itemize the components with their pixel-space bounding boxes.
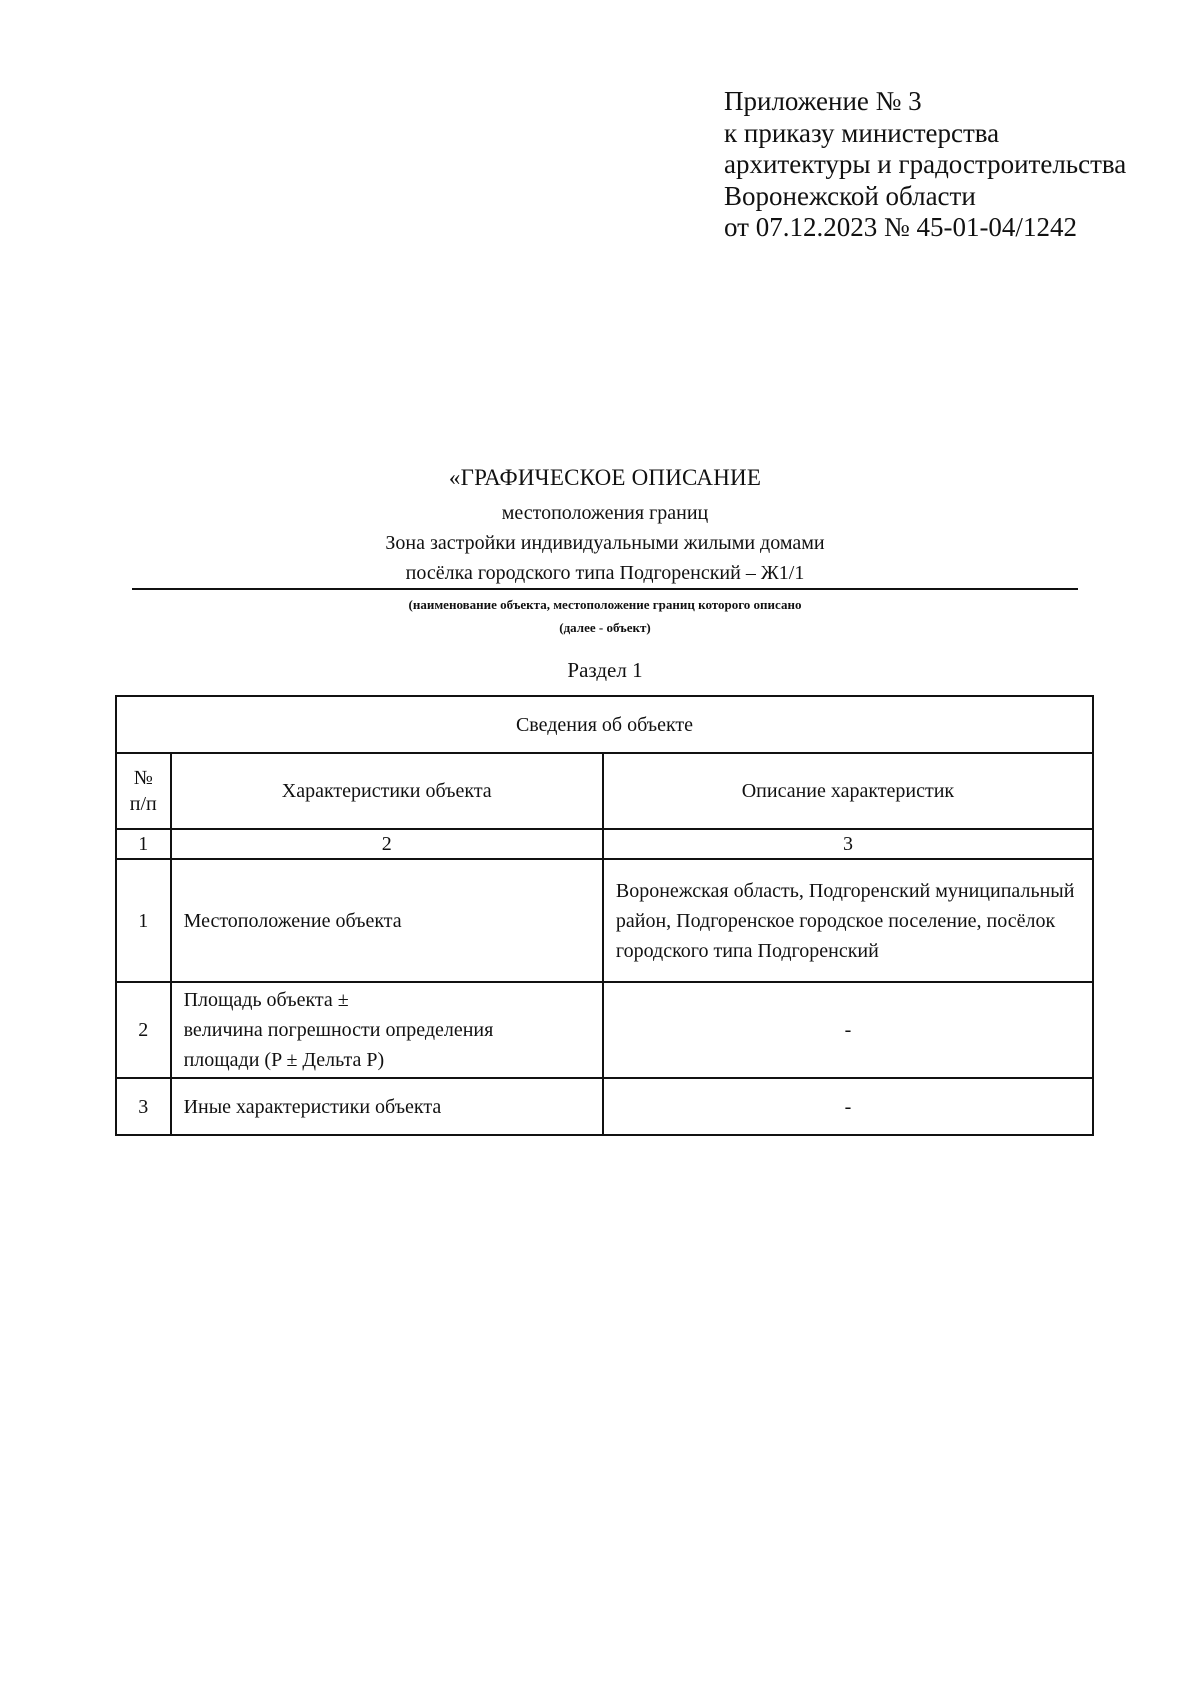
row-number: 3 — [116, 1078, 171, 1135]
appendix-line: Воронежской области — [724, 180, 976, 211]
row-description: - — [603, 982, 1093, 1078]
object-name-line: посёлка городского типа Подгоренский – Ж1/1 — [405, 562, 805, 584]
column-header-number — [116, 753, 171, 829]
row-number: 1 — [116, 859, 171, 982]
row-number: 2 — [116, 982, 171, 1078]
table-header-row — [116, 753, 1093, 829]
object-name-hint — [132, 593, 1078, 639]
row-characteristic: Местоположение объекта — [171, 859, 603, 982]
table-row — [116, 859, 1093, 982]
title-block — [132, 458, 1078, 588]
row-characteristic-line: Площадь объекта ± — [183, 989, 349, 1011]
column-index-row — [116, 829, 1093, 859]
appendix-line: к приказу министерства — [724, 117, 1000, 148]
table-row — [116, 982, 1093, 1078]
row-characteristic-line: площади (P ± Дельта P) — [183, 1049, 385, 1071]
row-characteristic: Иные характеристики объекта — [171, 1078, 603, 1135]
table-caption: Сведения об объекте — [116, 696, 1093, 753]
column-index: 3 — [603, 829, 1093, 859]
appendix-line: от 07.12.2023 № 45-01-04/1242 — [724, 212, 1077, 242]
appendix-line: Приложение № 3 — [724, 86, 922, 116]
row-characteristic-line: величина погрешности определения — [183, 1019, 494, 1041]
column-header-description: Описание характеристик — [603, 753, 1093, 829]
column-header-characteristic: Характеристики объекта — [171, 753, 603, 829]
section-label: Раздел 1 — [567, 658, 643, 682]
column-index: 1 — [116, 829, 171, 859]
table-caption-row — [116, 696, 1093, 753]
row-description: Воронежская область, Подгоренский муниципальный район, Подгоренское городское поселение, посёлок городского типа Подгоренский — [603, 859, 1093, 982]
object-name-underline — [132, 588, 1078, 590]
hint-line: (наименование объекта, местоположение границ которого описано — [408, 597, 802, 612]
column-index: 2 — [171, 829, 603, 859]
hint-line: (далее - объект) — [559, 620, 651, 635]
row-description: - — [603, 1078, 1093, 1135]
object-name-line: Зона застройки индивидуальными жилыми домами — [385, 532, 825, 554]
table-row — [116, 1078, 1093, 1135]
document-subtitle: местоположения границ — [501, 502, 709, 524]
row-characteristic — [171, 982, 603, 1078]
appendix-block — [724, 86, 1126, 244]
column-header-number-line: № — [133, 767, 153, 789]
object-info-table — [115, 695, 1094, 1136]
appendix-line: архитектуры и градостроительства — [724, 149, 1127, 179]
column-header-number-line: п/п — [129, 793, 157, 815]
document-title: «ГРАФИЧЕСКОЕ ОПИСАНИЕ — [448, 465, 762, 490]
